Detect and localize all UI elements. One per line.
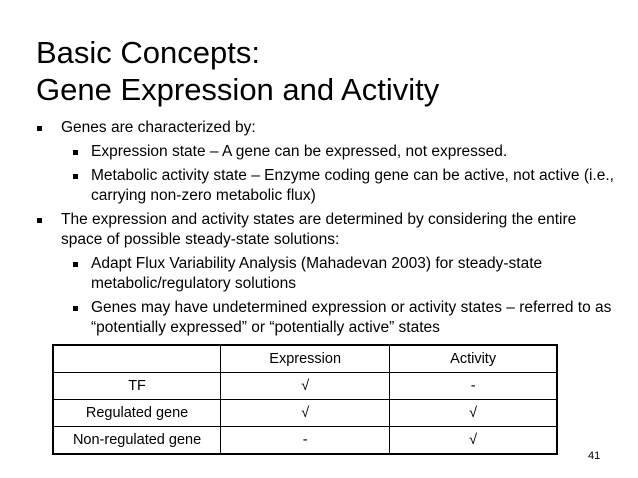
- table-cell-activity: -: [390, 373, 557, 400]
- slide-title: [36, 34, 616, 108]
- page-number: 41: [588, 450, 601, 462]
- table-row: [53, 373, 557, 400]
- table-header-cell: Expression: [221, 345, 390, 373]
- bullet-item: [61, 118, 621, 138]
- table-cell-gene: Regulated gene: [53, 400, 221, 427]
- table-cell-expression: √: [221, 400, 390, 427]
- square-bullet-icon: [37, 218, 42, 223]
- sub-bullet-text: Adapt Flux Variability Analysis (Mahadevan 2003) for steady-state metabolic/regulatory solutions: [91, 255, 543, 292]
- square-bullet-icon: [73, 150, 78, 155]
- sub-bullet-item: [91, 166, 621, 206]
- table-cell-activity: √: [390, 400, 557, 427]
- square-bullet-icon: [37, 126, 42, 131]
- sub-bullet-text: Metabolic activity state – Enzyme coding gene can be active, not active (i.e., carrying non-zero metabolic flux): [91, 167, 614, 204]
- sub-bullet-text: Expression state – A gene can be expressed, not expressed.: [91, 143, 508, 160]
- table-cell-activity: √: [390, 427, 557, 455]
- table-cell-expression: √: [221, 373, 390, 400]
- square-bullet-icon: [73, 174, 78, 179]
- table-header-row: [53, 345, 557, 373]
- table-header-cell: [53, 345, 221, 373]
- bullet-text: Genes are characterized by:: [61, 119, 256, 136]
- slide-title-line-1: Basic Concepts:: [36, 35, 260, 70]
- table-header-cell: Activity: [390, 345, 557, 373]
- sub-bullet-text: Genes may have undetermined expression or activity states – referred to as “potentially expressed” or “potentially active” states: [91, 299, 612, 336]
- square-bullet-icon: [73, 262, 78, 267]
- slide-title-line-2: Gene Expression and Activity: [36, 72, 440, 107]
- table-cell-gene: Non-regulated gene: [53, 427, 221, 455]
- table-row: [53, 400, 557, 427]
- table-cell-gene: TF: [53, 373, 221, 400]
- sub-bullet-item: [91, 298, 621, 338]
- state-table: [52, 344, 558, 455]
- sub-bullet-item: [91, 254, 621, 294]
- bullet-item: [61, 210, 621, 250]
- square-bullet-icon: [73, 306, 78, 311]
- sub-bullet-item: [91, 142, 621, 162]
- table-row: [53, 427, 557, 455]
- bullet-text: The expression and activity states are determined by considering the entire space of possible steady-state solutions:: [61, 211, 577, 248]
- table-cell-expression: -: [221, 427, 390, 455]
